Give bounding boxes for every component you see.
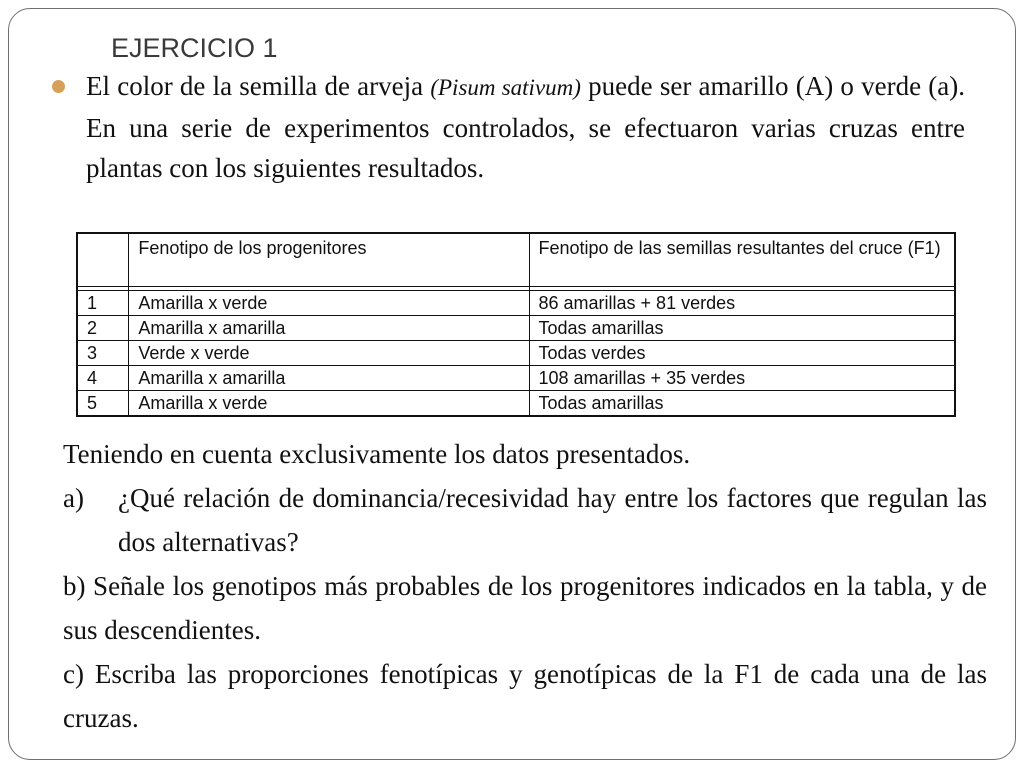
table-row bbox=[77, 341, 955, 366]
row-number: 5 bbox=[77, 391, 129, 417]
row-number: 3 bbox=[77, 341, 129, 366]
row-number: 2 bbox=[77, 316, 129, 341]
question-c: c) Escriba las proporciones fenotípicas y genotípicas de la F1 de cada una de las cruzas. bbox=[63, 659, 987, 733]
header-offspring: Fenotipo de las semillas resultantes del cruce (F1) bbox=[529, 233, 955, 287]
table-row bbox=[77, 316, 955, 341]
row-offspring: 86 amarillas + 81 verdes bbox=[529, 291, 955, 316]
row-offspring: Todas verdes bbox=[529, 341, 955, 366]
table-row bbox=[77, 366, 955, 391]
row-parents: Amarilla x amarilla bbox=[129, 366, 529, 391]
row-number: 1 bbox=[77, 291, 129, 316]
row-offspring: Todas amarillas bbox=[529, 391, 955, 417]
row-parents: Amarilla x verde bbox=[129, 291, 529, 316]
header-number bbox=[77, 233, 129, 287]
question-a-text: ¿Qué relación de dominancia/recesividad hay entre los factores que regulan las dos alternativas? bbox=[118, 483, 987, 557]
row-offspring: 108 amarillas + 35 verdes bbox=[529, 366, 955, 391]
row-parents: Verde x verde bbox=[129, 341, 529, 366]
crosses-table bbox=[76, 232, 956, 417]
row-parents: Amarilla x amarilla bbox=[129, 316, 529, 341]
intro-text-before: El color de la semilla de arveja bbox=[86, 71, 431, 101]
intro-paragraph bbox=[86, 66, 965, 188]
row-parents: Amarilla x verde bbox=[129, 391, 529, 417]
questions-lead: Teniendo en cuenta exclusivamente los datos presentados. bbox=[63, 439, 691, 469]
row-number: 4 bbox=[77, 366, 129, 391]
question-b: b) Señale los genotipos más probables de los progenitores indicados en la tabla, y de sus descendientes. bbox=[63, 571, 987, 645]
question-a bbox=[63, 476, 987, 564]
table-row bbox=[77, 291, 955, 316]
table-row bbox=[77, 391, 955, 417]
row-offspring: Todas amarillas bbox=[529, 316, 955, 341]
table-header-row bbox=[77, 233, 955, 287]
species-name: (Pisum sativum) bbox=[430, 75, 581, 100]
header-parents: Fenotipo de los progenitores bbox=[129, 233, 529, 287]
bullet-icon bbox=[52, 80, 65, 93]
intro-text-after: puede ser amarillo (A) o verde (a). En una serie de experimentos controlados, se efectuaron varias cruzas entre plantas con los siguientes resultados. bbox=[86, 71, 965, 183]
slide-title: EJERCICIO 1 bbox=[111, 33, 278, 63]
questions-block bbox=[63, 432, 987, 740]
question-a-label: a) bbox=[63, 483, 84, 513]
